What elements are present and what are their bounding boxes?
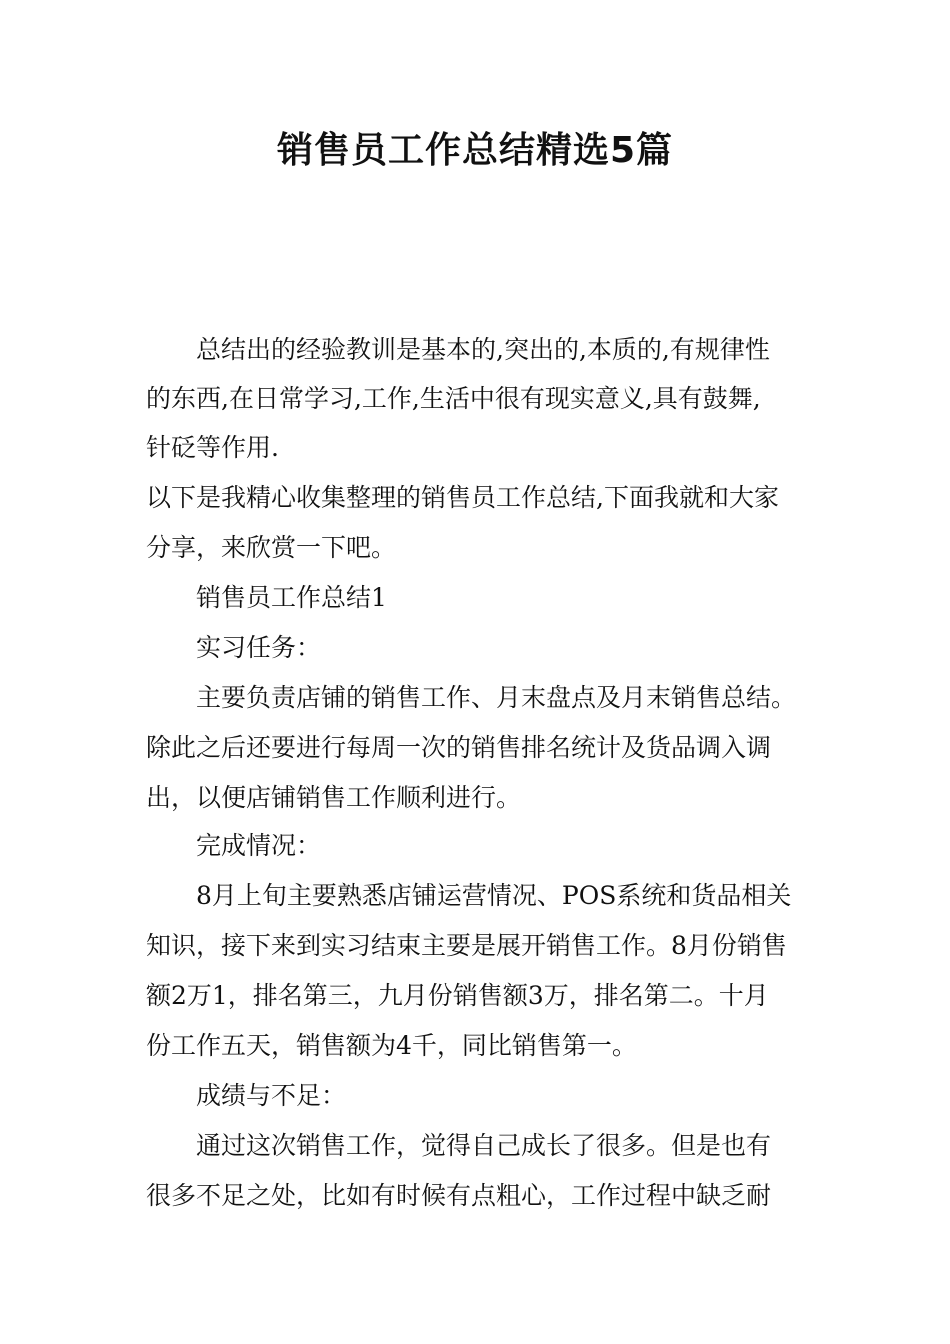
paragraph-line: 以下是我精心收集整理的销售员工作总结,下面我就和大家 — [146, 483, 779, 512]
paragraph-line: 通过这次销售工作，觉得自己成长了很多。但是也有 — [196, 1131, 772, 1160]
paragraph-line: 分享，来欣赏一下吧。 — [146, 533, 397, 562]
subheading: 成绩与不足： — [196, 1081, 347, 1110]
section-heading: 销售员工作总结1 — [196, 583, 387, 612]
subheading: 完成情况： — [196, 831, 322, 860]
paragraph-line: 出，以便店铺销售工作顺利进行。 — [146, 783, 522, 812]
paragraph-line: 除此之后还要进行每周一次的销售排名统计及货品调入调 — [146, 733, 772, 762]
paragraph-line: 的东西,在日常学习,工作,生活中很有现实意义,具有鼓舞, — [146, 384, 761, 413]
paragraph-line: 知识，接下来到实习结束主要是展开销售工作。8月份销售 — [146, 931, 787, 960]
paragraph-line: 总结出的经验教训是基本的,突出的,本质的,有规律性 — [196, 335, 770, 364]
paragraph-line: 很多不足之处，比如有时候有点粗心，工作过程中缺乏耐 — [146, 1181, 772, 1210]
paragraph-line: 份工作五天，销售额为4千，同比销售第一。 — [146, 1031, 637, 1060]
paragraph-line: 主要负责店铺的销售工作、月末盘点及月末销售总结。 — [196, 683, 797, 712]
paragraph-line: 针砭等作用. — [146, 433, 279, 462]
subheading: 实习任务： — [196, 633, 322, 662]
paragraph-line: 额2万1，排名第三，九月份销售额3万，排名第二。十月 — [146, 981, 769, 1010]
document-title: 销售员工作总结精选5篇 — [276, 130, 674, 171]
paragraph-line: 8月上旬主要熟悉店铺运营情况、POS系统和货品相关 — [196, 881, 792, 910]
